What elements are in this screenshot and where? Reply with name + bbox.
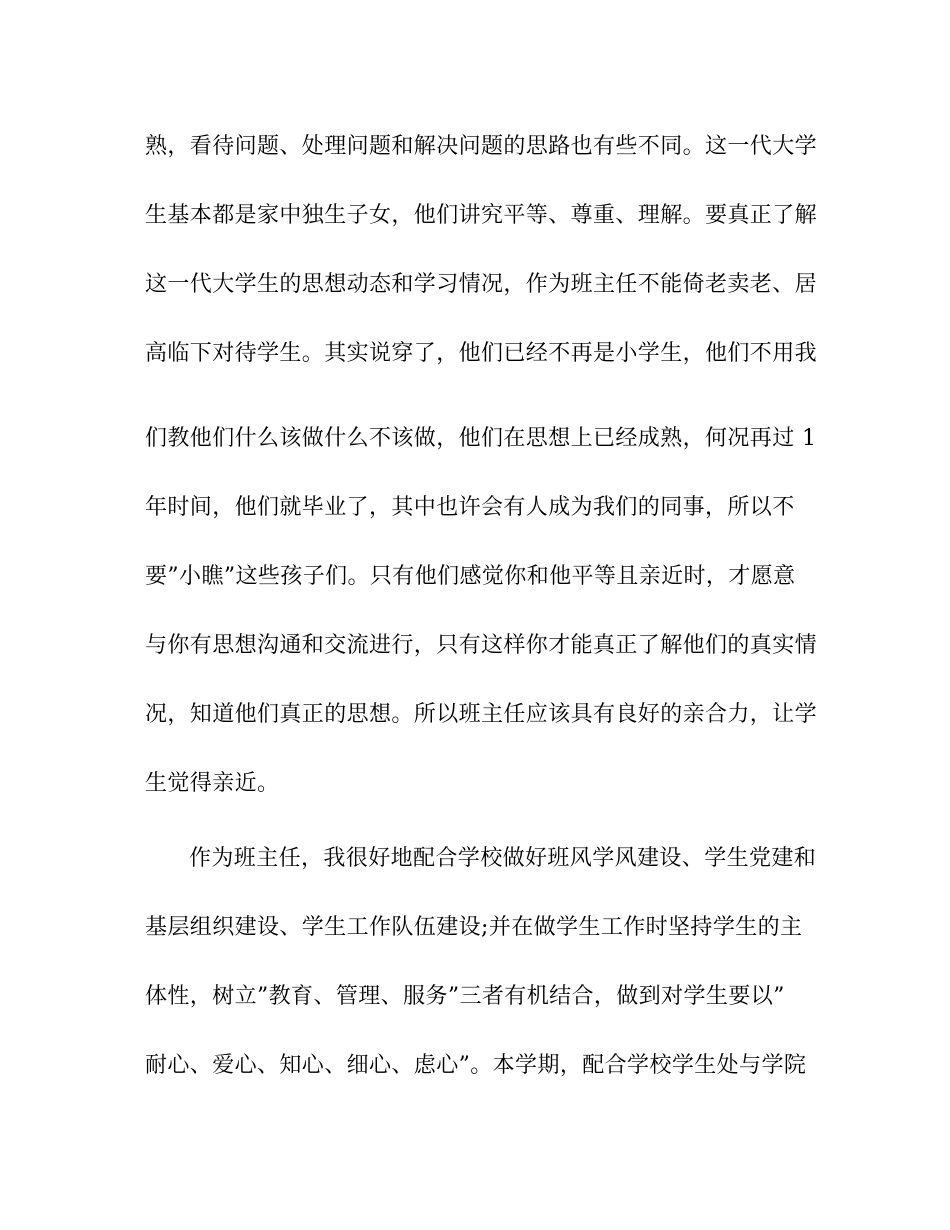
text-line: 生觉得亲近。 — [145, 771, 280, 796]
text-line: 耐心、爱心、知心、细心、虑心”。本学期，配合学校学生处与学院 — [145, 1053, 807, 1078]
text-line: 高临下对待学生。其实说穿了，他们已经不再是小学生，他们不用我 — [145, 341, 818, 366]
text-line: 与你有思想沟通和交流进行，只有这样你才能真正了解他们的真实情 — [145, 633, 818, 658]
text-line: 生基本都是家中独生子女，他们讲究平等、尊重、理解。要真正了解 — [145, 203, 818, 228]
text-line: 况，知道他们真正的思想。所以班主任应该具有良好的亲合力，让学 — [145, 702, 818, 727]
text-line: 年时间，他们就毕业了，其中也许会有人成为我们的同事，所以不 — [145, 495, 795, 520]
text-line: 们教他们什么该做什么不该做，他们在思想上已经成熟，何况再过 1 — [145, 426, 817, 451]
text-line: 这一代大学生的思想动态和学习情况，作为班主任不能倚老卖老、居 — [145, 272, 818, 297]
text-line: 体性，树立”教育、管理、服务”三者有机结合，做到对学生要以” — [145, 984, 785, 1009]
paragraph-first-line: 作为班主任，我很好地配合学校做好班风学风建设、学生党建和 — [189, 846, 817, 871]
text-line: 基层组织建设、学生工作队伍建设;并在做学生工作时坚持学生的主 — [145, 915, 803, 940]
text-line: 熟，看待问题、处理问题和解决问题的思路也有些不同。这一代大学 — [145, 134, 818, 159]
text-line: 要”小瞧”这些孩子们。只有他们感觉你和他平等且亲近时，才愿意 — [145, 564, 796, 589]
